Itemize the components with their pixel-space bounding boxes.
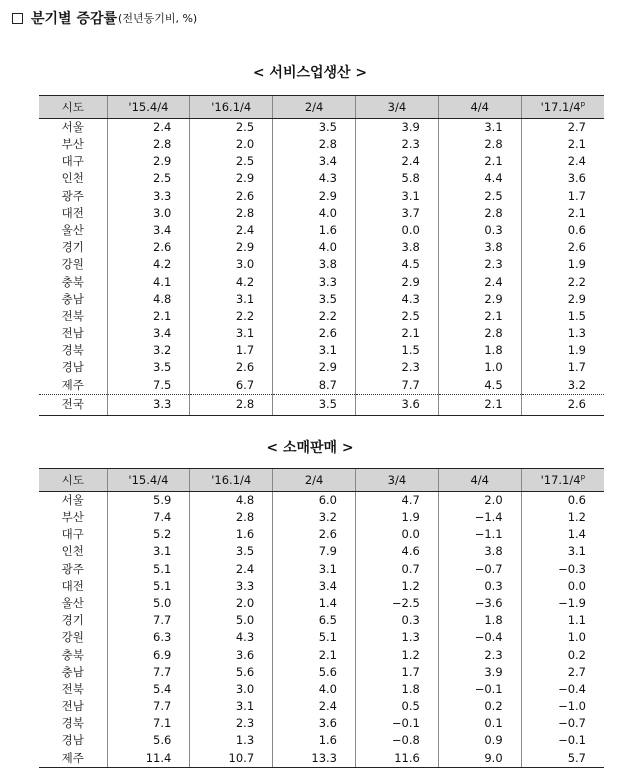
value-cell: 1.7 [521, 188, 604, 205]
value-cell: 2.1 [355, 325, 438, 342]
value-cell: 2.1 [438, 395, 521, 416]
value-cell: 2.6 [107, 239, 190, 256]
value-cell: 3.5 [107, 360, 190, 377]
value-cell: 4.8 [190, 492, 273, 510]
region-cell: 인천 [61, 544, 84, 559]
value-cell: 2.4 [190, 222, 273, 239]
value-cell: 11.4 [107, 750, 190, 768]
region-cell: 충남 [61, 664, 84, 679]
table-row [39, 595, 604, 612]
value-cell: 2.9 [273, 360, 356, 377]
value-cell: 0.7 [355, 561, 438, 578]
value-cell: 5.0 [190, 612, 273, 629]
table-row [39, 715, 604, 732]
region-cell: 충북 [61, 274, 84, 289]
column-header: 2/4 [273, 96, 356, 119]
value-cell: 8.7 [273, 377, 356, 395]
region-cell: 울산 [61, 595, 84, 610]
table-row [39, 630, 604, 647]
value-cell: 1.6 [190, 526, 273, 543]
value-cell: 5.1 [273, 630, 356, 647]
value-cell: 3.2 [273, 509, 356, 526]
value-cell: −0.7 [438, 561, 521, 578]
table-row [39, 612, 604, 629]
region-cell: 전남 [61, 699, 84, 714]
table-row [39, 188, 604, 205]
value-cell: 7.5 [107, 377, 190, 395]
region-cell: 경북 [61, 716, 84, 731]
region-cell: 경기 [61, 240, 84, 255]
value-cell: 6.5 [273, 612, 356, 629]
value-cell: 4.0 [273, 205, 356, 222]
value-cell: 6.3 [107, 630, 190, 647]
value-cell: 0.0 [355, 222, 438, 239]
value-cell: 3.7 [355, 205, 438, 222]
value-cell: 2.0 [438, 492, 521, 510]
value-cell: 7.9 [273, 544, 356, 561]
region-cell: 제주 [39, 750, 107, 768]
value-cell: 10.7 [190, 750, 273, 768]
value-cell: 1.4 [521, 526, 604, 543]
value-cell: 2.8 [190, 205, 273, 222]
value-cell: 2.5 [355, 308, 438, 325]
value-cell: 7.7 [107, 612, 190, 629]
table-row [39, 222, 604, 239]
value-cell: 1.7 [355, 664, 438, 681]
value-cell: 5.7 [521, 750, 604, 768]
value-cell: 3.5 [190, 544, 273, 561]
value-cell: 2.8 [107, 136, 190, 153]
value-cell: 2.6 [521, 239, 604, 256]
value-cell: 9.0 [438, 750, 521, 768]
table-row [39, 119, 604, 137]
value-cell: 3.9 [438, 664, 521, 681]
preliminary-marker: p [580, 100, 586, 108]
table-row [39, 239, 604, 256]
value-cell: −0.4 [438, 630, 521, 647]
value-cell: 1.4 [273, 595, 356, 612]
table-row [39, 681, 604, 698]
value-cell: 1.3 [521, 325, 604, 342]
value-cell: 1.8 [355, 681, 438, 698]
value-cell: 2.9 [521, 291, 604, 308]
table-row [39, 526, 604, 543]
value-cell: 3.5 [273, 395, 356, 416]
value-cell: 7.7 [355, 377, 438, 395]
value-cell: 2.8 [273, 136, 356, 153]
value-cell: 4.5 [438, 377, 521, 395]
value-cell: 5.1 [107, 578, 190, 595]
value-cell: 2.8 [438, 325, 521, 342]
value-cell: −1.0 [521, 698, 604, 715]
table-row [39, 308, 604, 325]
value-cell: 3.0 [107, 205, 190, 222]
value-cell: 5.0 [107, 595, 190, 612]
region-cell: 제주 [61, 377, 84, 392]
column-header: 2/4 [273, 469, 356, 492]
value-cell: 2.6 [273, 325, 356, 342]
value-cell: 1.7 [190, 342, 273, 359]
region-cell: 대전 [61, 578, 84, 593]
value-cell: 0.6 [521, 222, 604, 239]
value-cell: −1.9 [521, 595, 604, 612]
value-cell: 1.9 [521, 257, 604, 274]
region-cell: 전북 [61, 681, 84, 696]
value-cell: −0.1 [355, 715, 438, 732]
value-cell: 6.9 [107, 647, 190, 664]
value-cell: 4.3 [190, 630, 273, 647]
value-cell: 3.0 [190, 681, 273, 698]
value-cell: 5.6 [273, 664, 356, 681]
table-row [39, 492, 604, 510]
value-cell: 2.7 [521, 119, 604, 137]
value-cell: 5.4 [107, 681, 190, 698]
table-row [39, 171, 604, 188]
value-cell: 2.0 [190, 136, 273, 153]
value-cell: 3.1 [273, 561, 356, 578]
value-cell: −0.3 [521, 561, 604, 578]
value-cell: 1.2 [355, 647, 438, 664]
value-cell: −0.4 [521, 681, 604, 698]
table-row [39, 544, 604, 561]
column-header: '15.4/4 [107, 469, 190, 492]
value-cell: 1.8 [438, 342, 521, 359]
value-cell: 3.1 [190, 698, 273, 715]
value-cell: 2.3 [355, 360, 438, 377]
value-cell: 3.1 [355, 188, 438, 205]
value-cell: 2.5 [107, 171, 190, 188]
table-header-row [39, 96, 604, 119]
value-cell: 3.8 [355, 239, 438, 256]
value-cell: 4.3 [355, 291, 438, 308]
value-cell: 2.4 [273, 698, 356, 715]
value-cell: 2.6 [521, 395, 604, 416]
value-cell: 2.5 [190, 119, 273, 137]
column-header: 3/4 [355, 96, 438, 119]
value-cell: 3.1 [190, 325, 273, 342]
value-cell: 3.8 [273, 257, 356, 274]
value-cell: 0.3 [355, 612, 438, 629]
value-cell: −0.7 [521, 715, 604, 732]
value-cell: −2.5 [355, 595, 438, 612]
value-cell: 6.0 [273, 492, 356, 510]
value-cell: 1.6 [273, 733, 356, 750]
column-header: 4/4 [438, 96, 521, 119]
value-cell: 3.6 [190, 647, 273, 664]
table-row [39, 578, 604, 595]
table-row [39, 750, 604, 768]
value-cell: 1.2 [521, 509, 604, 526]
value-cell: 2.7 [521, 664, 604, 681]
value-cell: 4.1 [107, 274, 190, 291]
table-row [39, 205, 604, 222]
value-cell: 3.4 [107, 325, 190, 342]
region-cell: 서울 [61, 119, 84, 134]
value-cell: 1.0 [521, 630, 604, 647]
table-row [39, 664, 604, 681]
value-cell: 3.9 [355, 119, 438, 137]
region-cell: 전남 [61, 326, 84, 341]
region-cell: 광주 [61, 561, 84, 576]
value-cell: −0.8 [355, 733, 438, 750]
region-cell: 강원 [61, 257, 84, 272]
region-cell: 충남 [61, 291, 84, 306]
value-cell: 1.1 [521, 612, 604, 629]
value-cell: 0.5 [355, 698, 438, 715]
value-cell: 2.3 [438, 257, 521, 274]
table-row [39, 509, 604, 526]
value-cell: 3.1 [521, 544, 604, 561]
value-cell: 1.3 [355, 630, 438, 647]
value-cell: 7.7 [107, 698, 190, 715]
column-header: 3/4 [355, 469, 438, 492]
service-production-table [39, 95, 604, 416]
value-cell: 3.3 [273, 274, 356, 291]
value-cell: 6.7 [190, 377, 273, 395]
region-cell: 충북 [61, 647, 84, 662]
value-cell: 3.0 [190, 257, 273, 274]
value-cell: 2.8 [190, 509, 273, 526]
value-cell: 5.6 [190, 664, 273, 681]
region-cell: 대구 [61, 154, 84, 169]
table-row [39, 561, 604, 578]
value-cell: 2.1 [521, 136, 604, 153]
column-header: 시도 [39, 96, 107, 119]
column-header: '16.1/4 [190, 96, 273, 119]
value-cell: 2.6 [190, 188, 273, 205]
value-cell: 2.1 [273, 647, 356, 664]
table-row [39, 153, 604, 170]
value-cell: 0.0 [355, 526, 438, 543]
column-header: '15.4/4 [107, 96, 190, 119]
value-cell: 2.5 [438, 188, 521, 205]
value-cell: 2.3 [190, 715, 273, 732]
value-cell: 4.6 [355, 544, 438, 561]
table-row [39, 360, 604, 377]
preliminary-marker: p [580, 473, 586, 481]
region-cell: 서울 [61, 492, 84, 507]
value-cell: 3.3 [107, 188, 190, 205]
value-cell: 2.2 [190, 308, 273, 325]
value-cell: 1.0 [438, 360, 521, 377]
value-cell: 7.1 [107, 715, 190, 732]
region-cell: 전북 [61, 308, 84, 323]
value-cell: 0.3 [438, 578, 521, 595]
value-cell: 4.7 [355, 492, 438, 510]
column-header: '17.1/4$^p$ [521, 469, 604, 492]
value-cell: 2.2 [273, 308, 356, 325]
value-cell: 0.1 [438, 715, 521, 732]
value-cell: 2.9 [355, 274, 438, 291]
region-cell: 부산 [61, 137, 84, 152]
heading-title: 분기별 증감률 [31, 11, 118, 27]
region-cell: 대구 [61, 527, 84, 542]
heading-subtitle: (전년동기비, %) [118, 12, 198, 25]
value-cell: 1.8 [438, 612, 521, 629]
value-cell: 2.1 [521, 205, 604, 222]
table-row [39, 257, 604, 274]
value-cell: 3.5 [273, 291, 356, 308]
value-cell: 2.8 [438, 136, 521, 153]
value-cell: 7.7 [107, 664, 190, 681]
value-cell: 2.8 [190, 395, 273, 416]
value-cell: 2.4 [521, 153, 604, 170]
value-cell: 0.2 [521, 647, 604, 664]
value-cell: 0.6 [521, 492, 604, 510]
value-cell: 1.2 [355, 578, 438, 595]
table-row [39, 733, 604, 750]
table-row [39, 342, 604, 359]
square-bullet-icon [12, 13, 23, 24]
value-cell: 1.9 [355, 509, 438, 526]
retail-sales-title: < 소매판매 > [266, 440, 354, 456]
region-cell: 경남 [61, 360, 84, 375]
value-cell: 3.3 [107, 395, 190, 416]
value-cell: 3.2 [521, 377, 604, 395]
value-cell: 2.8 [438, 205, 521, 222]
value-cell: 3.3 [190, 578, 273, 595]
value-cell: −1.1 [438, 526, 521, 543]
value-cell: 3.1 [107, 544, 190, 561]
value-cell: 4.2 [107, 257, 190, 274]
value-cell: 3.4 [273, 153, 356, 170]
value-cell: 5.8 [355, 171, 438, 188]
value-cell: 3.6 [521, 171, 604, 188]
value-cell: 2.1 [438, 308, 521, 325]
region-cell: 울산 [61, 222, 84, 237]
value-cell: 3.1 [190, 291, 273, 308]
value-cell: 5.9 [107, 492, 190, 510]
value-cell: 2.9 [190, 171, 273, 188]
value-cell: 0.2 [438, 698, 521, 715]
region-cell: 대전 [61, 205, 84, 220]
value-cell: 2.2 [521, 274, 604, 291]
value-cell: 1.6 [273, 222, 356, 239]
column-header: '17.1/4$^p$ [521, 96, 604, 119]
region-cell: 강원 [61, 630, 84, 645]
value-cell: 4.4 [438, 171, 521, 188]
region-cell: 전국 [39, 395, 107, 416]
region-cell: 인천 [61, 171, 84, 186]
value-cell: 2.0 [190, 595, 273, 612]
total-row [39, 395, 604, 416]
retail-sales-table [39, 468, 604, 768]
column-header: '16.1/4 [190, 469, 273, 492]
value-cell: 5.6 [107, 733, 190, 750]
value-cell: 3.8 [438, 544, 521, 561]
value-cell: 5.1 [107, 561, 190, 578]
value-cell: 4.0 [273, 681, 356, 698]
value-cell: 3.6 [355, 395, 438, 416]
page-heading [12, 8, 197, 28]
column-header: 4/4 [438, 469, 521, 492]
table-row [39, 136, 604, 153]
table-row [39, 291, 604, 308]
region-cell: 부산 [61, 510, 84, 525]
value-cell: 1.9 [521, 342, 604, 359]
value-cell: 3.1 [273, 342, 356, 359]
table-row [39, 377, 604, 395]
value-cell: 7.4 [107, 509, 190, 526]
value-cell: 2.9 [107, 153, 190, 170]
value-cell: 4.5 [355, 257, 438, 274]
value-cell: 4.8 [107, 291, 190, 308]
value-cell: 0.9 [438, 733, 521, 750]
value-cell: 2.9 [273, 188, 356, 205]
value-cell: 2.1 [438, 153, 521, 170]
value-cell: 2.3 [438, 647, 521, 664]
value-cell: 2.4 [355, 153, 438, 170]
value-cell: −3.6 [438, 595, 521, 612]
value-cell: 3.8 [438, 239, 521, 256]
service-production-title: < 서비스업생산 > [252, 65, 368, 81]
value-cell: 2.9 [190, 239, 273, 256]
value-cell: 4.0 [273, 239, 356, 256]
value-cell: −1.4 [438, 509, 521, 526]
value-cell: 1.5 [521, 308, 604, 325]
table-row [39, 325, 604, 342]
table-row [39, 698, 604, 715]
value-cell: 3.5 [273, 119, 356, 137]
value-cell: 5.2 [107, 526, 190, 543]
value-cell: 2.4 [190, 561, 273, 578]
table-header-row [39, 469, 604, 492]
value-cell: 3.4 [107, 222, 190, 239]
value-cell: 4.2 [190, 274, 273, 291]
value-cell: −0.1 [521, 733, 604, 750]
value-cell: 2.9 [438, 291, 521, 308]
value-cell: 1.3 [190, 733, 273, 750]
region-cell: 경남 [61, 733, 84, 748]
value-cell: 13.3 [273, 750, 356, 768]
value-cell: 4.3 [273, 171, 356, 188]
value-cell: 1.7 [521, 360, 604, 377]
value-cell: 3.6 [273, 715, 356, 732]
table-row [39, 647, 604, 664]
value-cell: 0.3 [438, 222, 521, 239]
value-cell: 3.4 [273, 578, 356, 595]
value-cell: 2.1 [107, 308, 190, 325]
value-cell: 2.4 [438, 274, 521, 291]
value-cell: 2.3 [355, 136, 438, 153]
value-cell: 2.4 [107, 119, 190, 137]
region-cell: 경북 [61, 343, 84, 358]
region-cell: 경기 [61, 613, 84, 628]
value-cell: 2.6 [273, 526, 356, 543]
value-cell: 0.0 [521, 578, 604, 595]
value-cell: 1.5 [355, 342, 438, 359]
value-cell: 2.6 [190, 360, 273, 377]
column-header: 시도 [39, 469, 107, 492]
value-cell: 2.5 [190, 153, 273, 170]
region-cell: 광주 [61, 188, 84, 203]
value-cell: −0.1 [438, 681, 521, 698]
value-cell: 3.2 [107, 342, 190, 359]
table-row [39, 274, 604, 291]
value-cell: 11.6 [355, 750, 438, 768]
value-cell: 3.1 [438, 119, 521, 137]
